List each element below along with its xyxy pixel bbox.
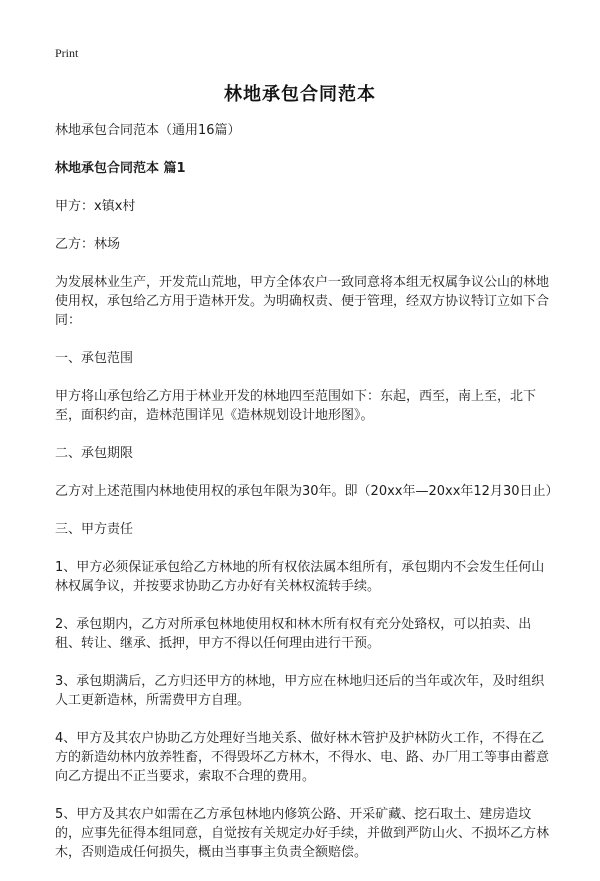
party-a-line: 甲方：x镇x村 bbox=[55, 199, 136, 214]
clause-heading-party-a-duty: 三、甲方责任 bbox=[55, 522, 134, 537]
party-b-line: 乙方：林场 bbox=[55, 237, 121, 252]
duty-item-1: 1、甲方必须保证承包给乙方林地的所有权依法属本组所有，承包期内不会发生任何山林权属争议，并按要求协助乙方办好有关林权流转手续。 bbox=[55, 560, 545, 594]
document-title: 林地承包合同范本 bbox=[224, 84, 376, 105]
duty-item-5: 5、甲方及其农户如需在乙方承包林地内修筑公路、开采矿藏、挖石取土、建房造坟的，应事先征得本组同意，自觉按有关规定办好手续，并做到严防山火、不损坏乙方林木，否则造成任何损失，概由当事事主负责全额赔偿。 bbox=[55, 807, 550, 860]
print-label: Print bbox=[55, 46, 79, 60]
scope-paragraph: 甲方将山承包给乙方用于林业开发的林地四至范围如下：东起，西至，南上至，北下至，面积约亩，造林范围详见《造林规划设计地形图》。 bbox=[55, 389, 537, 423]
document-body bbox=[55, 121, 559, 881]
section-heading: 林地承包合同范本 篇1 bbox=[55, 161, 186, 176]
clause-heading-term: 二、承包期限 bbox=[55, 446, 134, 461]
clause-heading-scope: 一、承包范围 bbox=[55, 351, 134, 366]
term-paragraph: 乙方对上述范围内林地使用权的承包年限为30年。即（20xx年—20xx年12月30日止） bbox=[55, 484, 559, 499]
duty-item-4: 4、甲方及其农户协助乙方处理好当地关系、做好林木管护及护林防火工作，不得在乙方的新造幼林内放养牲畜，不得毁坏乙方林木，不得水、电、路、办厂用工等事由蓄意向乙方提出不正当要求，索取不合理的费用。 bbox=[55, 731, 550, 784]
preamble-paragraph: 为发展林业生产，开发荒山荒地，甲方全体农户一致同意将本组无权属争议公山的林地使用权，承包给乙方用于造林开发。为明确权责、便于管理，经双方协议特订立如下合同： bbox=[55, 275, 550, 328]
duty-item-3: 3、承包期满后，乙方归还甲方的林地，甲方应在林地归还后的当年或次年，及时组织人工更新造林，所需费甲方自理。 bbox=[55, 674, 545, 708]
subtitle-paragraph: 林地承包合同范本（通用16篇） bbox=[55, 123, 241, 138]
duty-item-2: 2、承包期内，乙方对所承包林地使用权和林木所有权有充分处臵权，可以拍卖、出租、转让、继承、抵押，甲方不得以任何理由进行干预。 bbox=[55, 617, 532, 651]
